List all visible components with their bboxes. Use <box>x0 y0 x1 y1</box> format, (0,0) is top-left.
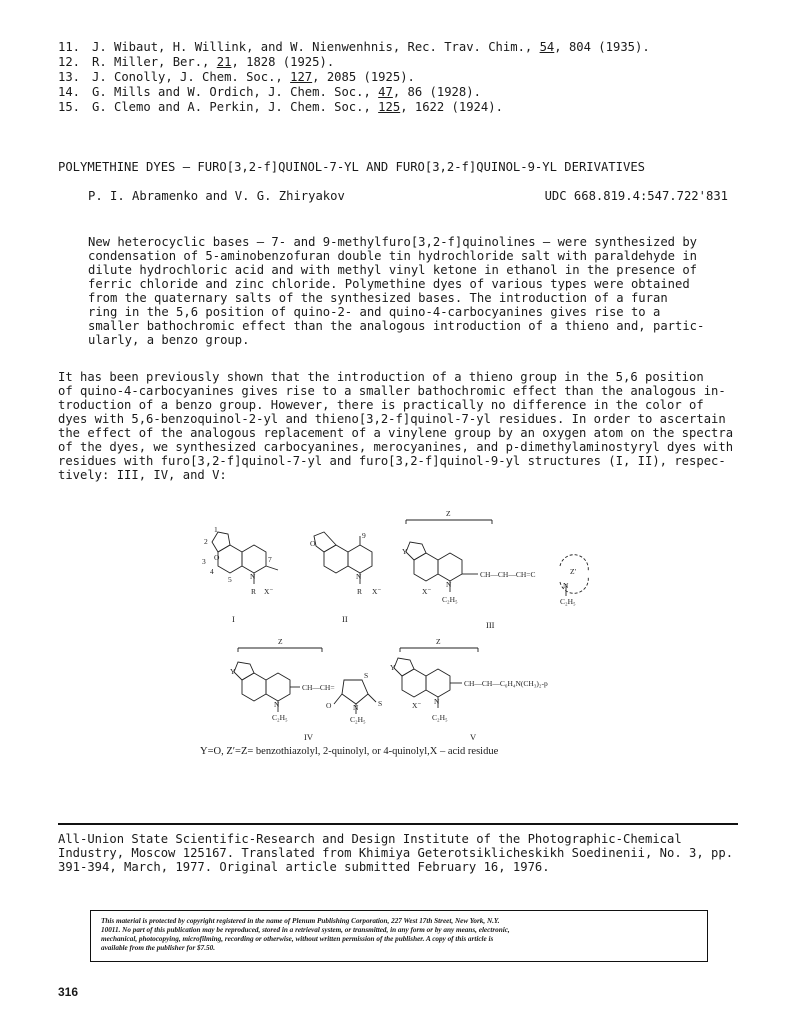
structure-iii <box>406 520 588 596</box>
reference-item <box>58 40 650 54</box>
reference-number: 15. <box>58 100 81 114</box>
figure-caption: Y=O, Z′=Z= benzothiazolyl, 2-quinolyl, or 4-quinolyl,X – acid residue <box>200 746 499 757</box>
counter-ion: X⁻ <box>372 587 382 596</box>
reference-volume: 127 <box>290 70 313 84</box>
reference-text-end: , 1622 (1924). <box>400 100 503 114</box>
reference-volume: 54 <box>539 40 555 54</box>
ring-number: 5 <box>228 575 232 584</box>
ethyl-group: C₂H₅ <box>442 595 458 604</box>
body-paragraph: It has been previously shown that the introduction of a thieno group in the 5,6 position of quino-4-carbocyanines gives rise to a smaller bathochromic effect than the analogous in- troduction of a benzo group. However, there is practically no difference in the color of dyes with 5,6-benzoquinol-2-yl and thieno[3,2-f]quinol-7-yl residues. In order to ascertain the effect of the analogous replacement of a vinylene group by an oxygen atom on the spectra of the dyes, we synthesized carbocyanines, merocyanines, and p-dimethylaminostyryl dyes with residues with furo[3,2-f]quinol-7-yl and furo[3,2-f]quinol-9-yl structures (I, II), respec- tively: III, IV, and V: <box>58 370 734 482</box>
reference-text: G. Clemo and A. Perkin, J. Chem. Soc., <box>92 100 379 114</box>
z-label: Z <box>278 637 283 646</box>
article-authors: P. I. Abramenko and V. G. Zhiryakov <box>88 189 345 203</box>
reference-text-end: , 2085 (1925). <box>312 70 415 84</box>
methine-chain: CH—CH—C₆H₄N(CH₃)₂-p <box>464 679 548 688</box>
structure-label-i: I <box>232 614 235 624</box>
z-label: Z <box>446 509 451 518</box>
ring-number: 9 <box>362 531 366 540</box>
article-title: POLYMETHINE DYES — FURO[3,2-f]QUINOL-7-YL AND FURO[3,2-f]QUINOL-9-YL DERIVATIVES <box>58 160 645 174</box>
reference-text-end: , 86 (1928). <box>392 85 481 99</box>
reference-text: G. Mills and W. Ordich, J. Chem. Soc., <box>92 85 379 99</box>
reference-number: 12. <box>58 55 81 69</box>
affiliation-note: All-Union State Scientific-Research and Design Institute of the Photographic-Chemical Industry, Moscow 125167. Translated from Khimiya Geterotsiklicheskikh Soedinenii, No. 3, pp. 391-394, March, 1977. Original article submitted February 16, 1976. <box>58 832 734 874</box>
ring-number: 7 <box>268 555 272 564</box>
ring-number: 3 <box>202 557 206 566</box>
copyright-notice: This material is protected by copyright registered in the name of Plenum Publishing Corporation, 227 West 17th Street, New York, N.Y. 10011. No part of this publication may be reproduced, stored in a retrieval system, or transmitted, in any form or by any means, electronic, mechanical, photocopying, microfilming, recording or otherwise, without written permission of the publisher. A copy of this article is available from the publisher for $7.50. <box>101 917 510 952</box>
methine-chain: CH—CH—CH=C <box>480 570 536 579</box>
ring-number: 2 <box>204 537 208 546</box>
nitrogen-atom: N <box>446 580 452 589</box>
reference-volume: 47 <box>378 85 393 99</box>
counter-ion: X⁻ <box>412 701 422 710</box>
nitrogen-atom: N <box>434 697 440 706</box>
ethyl-group: C₂H₅ <box>272 713 288 722</box>
reference-volume: 21 <box>216 55 232 69</box>
zprime-label: Z' <box>570 567 576 576</box>
reference-text-end: , 804 (1935). <box>554 40 650 54</box>
ethyl-group: C₂H₅ <box>350 715 366 724</box>
ring-number: 1 <box>214 525 218 534</box>
oxygen-atom: O <box>326 701 332 710</box>
reference-text: R. Miller, Ber., <box>92 55 217 69</box>
ring-number: 4 <box>210 567 214 576</box>
reference-number: 11. <box>58 40 81 54</box>
oxygen-atom: O <box>310 539 316 548</box>
chemical-structures-figure <box>196 508 616 760</box>
nitrogen-atom: N <box>353 703 359 712</box>
y-atom: Y <box>390 663 396 672</box>
nitrogen-atom: N <box>250 572 256 581</box>
reference-text-end: , 1828 (1925). <box>231 55 335 69</box>
oxygen-atom: O <box>214 553 220 562</box>
y-atom: Y <box>402 547 408 556</box>
reference-volume: 125 <box>378 100 401 114</box>
z-label: Z <box>436 637 441 646</box>
reference-text: J. Wibaut, H. Willink, and W. Nienwenhnis, Rec. Trav. Chim., <box>92 40 540 54</box>
structure-label-v: V <box>470 732 477 742</box>
footer-divider <box>58 823 738 825</box>
reference-number: 14. <box>58 85 81 99</box>
structure-label-iii: III <box>486 620 495 630</box>
substituent-r: R <box>251 587 257 596</box>
structure-label-ii: II <box>342 614 348 624</box>
reference-item <box>58 85 481 99</box>
udc-code: UDC 668.819.4:547.722'831 <box>544 189 728 203</box>
ethyl-group: C₂H₅ <box>560 597 576 606</box>
structure-label-iv: IV <box>304 732 313 742</box>
reference-item <box>58 55 334 69</box>
nitrogen-atom: N <box>563 581 569 590</box>
copyright-box <box>90 910 708 962</box>
sulfur-atom: S <box>378 699 383 708</box>
y-atom: Y <box>230 667 236 676</box>
reference-item <box>58 100 503 114</box>
sulfur-atom: S <box>364 671 369 680</box>
nitrogen-atom: N <box>356 572 362 581</box>
counter-ion: X⁻ <box>422 587 432 596</box>
page-number: 316 <box>58 985 79 999</box>
nitrogen-atom: N <box>274 700 280 709</box>
abstract: New heterocyclic bases — 7- and 9-methylfuro[3,2-f]quinolines — were synthesized by condensation of 5-aminobenzofuran double tin hydrochloride salt with paraldehyde in dilute hydrochloric acid and with methyl vinyl ketone in ethanol in the presence of ferric chloride and zinc chloride. Polymethine dyes of various types were obtained from the quaternary salts of the synthesized bases. The introduction of a furan ring in the 5,6 position of quino-2- and quino-4-carbocyanines gives rise to a smaller bathochromic effect than the analogous introduction of a thieno and, partic- ularly, a benzo group. <box>88 235 705 347</box>
reference-number: 13. <box>58 70 81 84</box>
ethyl-group: C₂H₅ <box>432 713 448 722</box>
methine-chain: CH—CH= <box>302 683 335 692</box>
substituent-r: R <box>357 587 363 596</box>
reference-text: J. Conolly, J. Chem. Soc., <box>92 70 291 84</box>
reference-item <box>58 70 415 84</box>
counter-ion: X⁻ <box>264 587 274 596</box>
